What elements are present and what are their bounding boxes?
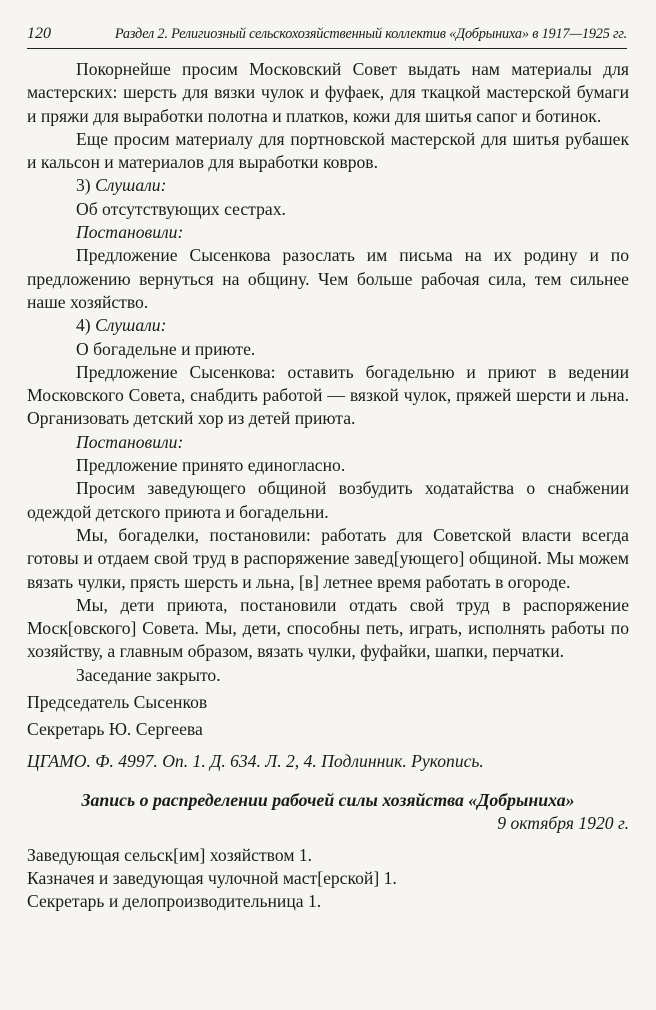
agenda-item-3 (27, 174, 629, 197)
archive-source: ЦГАМО. Ф. 4997. Оп. 1. Д. 634. Л. 2, 4. Подлинник. Рукопись. (27, 750, 484, 771)
paragraph: Мы, богаделки, постановили: работать для Советской власти всегда готовы и отдаем свой труд в распоряжение завед[ующего] общиной. Мы можем вязать чулки, прясть шерсть и льна, [в] летнее время работать в огороде. (27, 524, 629, 592)
paragraph: Покорнейше просим Московский Совет выдать нам материалы для мастерских: шерсть для вязки чулок и фуфаек, для ткацкой мастерской бумаги и пряжи для выработки полотна и платков, кожи для шитья сапог и ботинок. (27, 59, 629, 126)
page-number: 120 (27, 25, 51, 42)
running-header (27, 22, 627, 49)
paragraph: Предложение принято единогласно. (76, 455, 346, 476)
record-date: 9 октября 1920 г. (497, 813, 629, 834)
paragraph: Предложение Сысенкова: оставить богадельню и приют в ведении Московского Совета, снабдить работой — вязкой чулок, пряжей шерсти и льна. Организовать детский хор из детей приюта. (27, 361, 629, 429)
agenda-number: 3) (76, 175, 96, 196)
decided-label: Постановили: (76, 431, 184, 452)
paragraph: Мы, дети приюта, постановили отдать свой труд в распоряжение Моск[овского] Совета. Мы, дети, способны петь, играть, исполнять работы по хозяйству, а главным образом, вязать чулки, фуфайки, шапки, перчатки. (27, 594, 629, 662)
record-line: Заведующая сельск[им] хозяйством 1. (27, 844, 313, 865)
paragraph: Предложение Сысенкова разослать им письма на их родину и по предложению вернуться на общину. Чем больше рабочая сила, тем сильнее наше хозяйство. (27, 245, 629, 312)
body-text (27, 58, 629, 913)
agenda-item-4 (27, 314, 629, 337)
agenda-number: 4) (76, 315, 96, 336)
record-line: Секретарь и делопроизводительница 1. (27, 891, 322, 912)
paragraph: Об отсутствующих сестрах. (76, 198, 286, 219)
heard-label: Слушали: (95, 175, 167, 196)
running-title: Раздел 2. Религиозный сельскохозяйственный коллектив «Добрыниха» в 1917—1925 гг. (114, 26, 627, 42)
paragraph: Заседание закрыто. (76, 664, 221, 685)
record-title: Запись о распределении рабочей силы хозяйства «Добрыниха» (81, 789, 575, 810)
decided-label: Постановили: (76, 222, 184, 243)
secretary-signature: Секретарь Ю. Сергеева (27, 719, 203, 740)
chairman-signature: Председатель Сысенков (27, 692, 208, 713)
heard-label: Слушали: (95, 315, 167, 336)
record-line: Казначея и заведующая чулочной маст[ерской] 1. (27, 867, 397, 888)
paragraph: Еще просим материалу для портновской мастерской для шитья рубашек и кальсон и материалов для выработки ковров. (27, 128, 629, 173)
paragraph: О богадельне и приюте. (76, 338, 256, 359)
paragraph: Просим заведующего общиной возбудить ходатайства о снабжении одеждой детского приюта и богадельни. (27, 478, 629, 522)
